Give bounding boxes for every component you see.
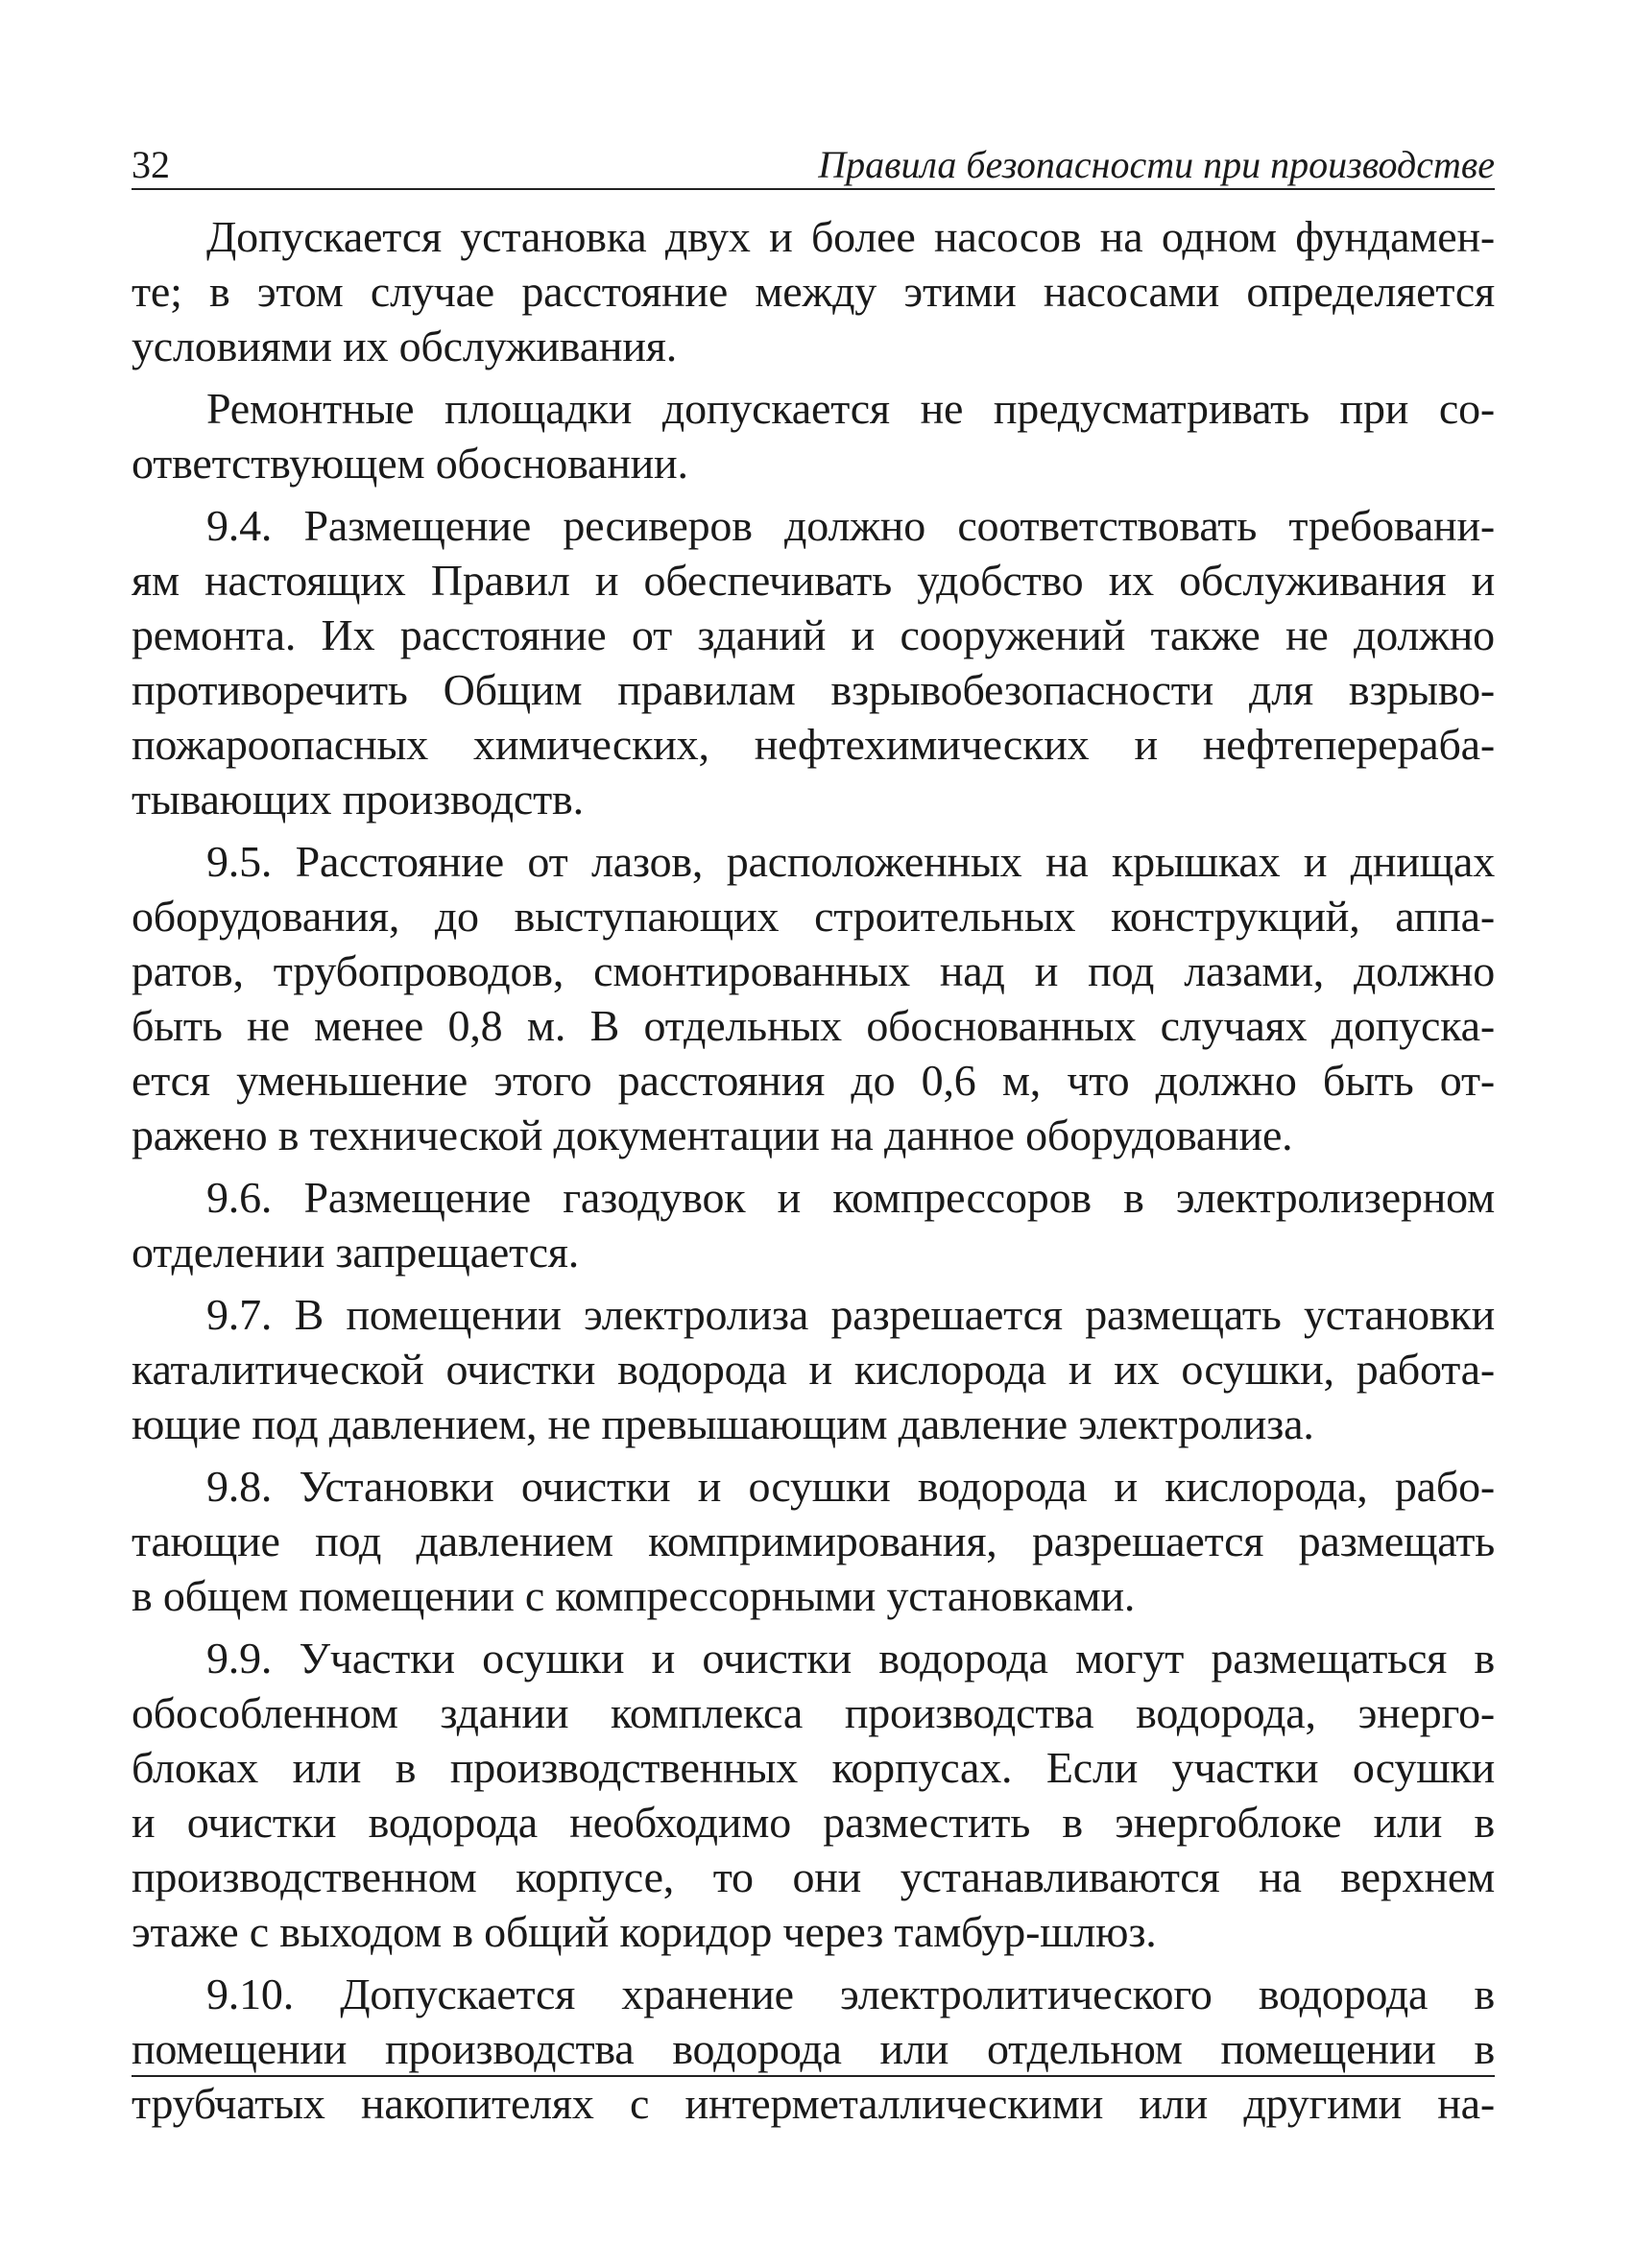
body-text [132, 209, 1495, 2131]
text-line: 9.5. Расстояние от лазов, расположенных на крышках и днищах [206, 837, 1495, 886]
paragraph [132, 498, 1495, 826]
paragraph [132, 1459, 1495, 1623]
bottom-rule [132, 2075, 1495, 2077]
text-line: 9.9. Участки осушки и очистки водорода могут размещаться в [206, 1634, 1495, 1683]
text-line: 9.7. В помещении электролиза разрешается размещать установки [206, 1290, 1495, 1339]
text-line: оборудования, до выступающих строительных конструкций, аппа- [132, 892, 1495, 941]
text-line: блоках или в производственных корпусах. Если участки осушки [132, 1743, 1495, 1792]
text-line: ям настоящих Правил и обеспечивать удобство их обслуживания и [132, 556, 1495, 605]
text-line: и очистки водорода необходимо разместить в энергоблоке или в [132, 1798, 1495, 1847]
text-line: противоречить Общим правилам взрывобезопасности для взрыво- [132, 665, 1495, 714]
text-line: быть не менее 0,8 м. В отдельных обоснованных случаях допуска- [132, 1001, 1495, 1050]
text-line: Ремонтные площадки допускается не предусматривать при со- [206, 384, 1495, 433]
page-number: 32 [132, 143, 170, 186]
text-line: 9.8. Установки очистки и осушки водорода и кислорода, рабо- [206, 1462, 1495, 1511]
running-title: Правила безопасности при производстве [818, 143, 1495, 186]
text-line: пожароопасных химических, нефтехимических и нефтеперераба- [132, 720, 1495, 769]
text-line: ющие под давлением, не превышающим давление электролиза. [132, 1399, 1314, 1448]
paragraph [132, 1631, 1495, 1959]
text-line: 9.4. Размещение ресиверов должно соответствовать требовани- [206, 501, 1495, 550]
text-line: производственном корпусе, то они устанавливаются на верхнем [132, 1852, 1495, 1901]
paragraph [132, 209, 1495, 373]
text-line: 9.6. Размещение газодувок и компрессоров в электролизерном [206, 1173, 1495, 1222]
text-line: трубчатых накопителях с интерметаллическими или другими на- [132, 2079, 1495, 2128]
text-line: в общем помещении с компрессорными установками. [132, 1571, 1136, 1620]
document-page [132, 125, 1495, 2138]
text-line: этаже с выходом в общий коридор через тамбур-шлюз. [132, 1907, 1157, 1956]
text-line: отделении запрещается. [132, 1228, 580, 1277]
text-line: ремонта. Их расстояние от зданий и сооружений также не должно [132, 610, 1495, 659]
text-line: каталитической очистки водорода и кислорода и их осушки, работа- [132, 1345, 1495, 1394]
text-line: ется уменьшение этого расстояния до 0,6 м, что должно быть от- [132, 1056, 1495, 1105]
running-header [132, 125, 1495, 190]
text-line: ратов, трубопроводов, смонтированных над и под лазами, должно [132, 946, 1495, 995]
text-line: ражено в технической документации на данное оборудование. [132, 1110, 1293, 1159]
text-line: те; в этом случае расстояние между этими насосами определяется [132, 267, 1495, 316]
text-line: ответствующем обосновании. [132, 439, 688, 488]
text-line: условиями их обслуживания. [132, 322, 678, 370]
text-line: помещении производства водорода или отдельном помещении в [132, 2024, 1495, 2073]
text-line: 9.10. Допускается хранение электролитического водорода в [206, 1970, 1495, 2018]
text-line: обособленном здании комплекса производства водорода, энерго- [132, 1688, 1495, 1737]
paragraph [132, 1170, 1495, 1279]
text-line: тывающих производств. [132, 775, 584, 824]
text-line: тающие под давлением компримирования, разрешается размещать [132, 1516, 1495, 1565]
text-line: Допускается установка двух и более насосов на одном фундамен- [206, 212, 1495, 261]
paragraph [132, 1287, 1495, 1451]
paragraph [132, 381, 1495, 490]
paragraph [132, 834, 1495, 1162]
paragraph [132, 1967, 1495, 2131]
